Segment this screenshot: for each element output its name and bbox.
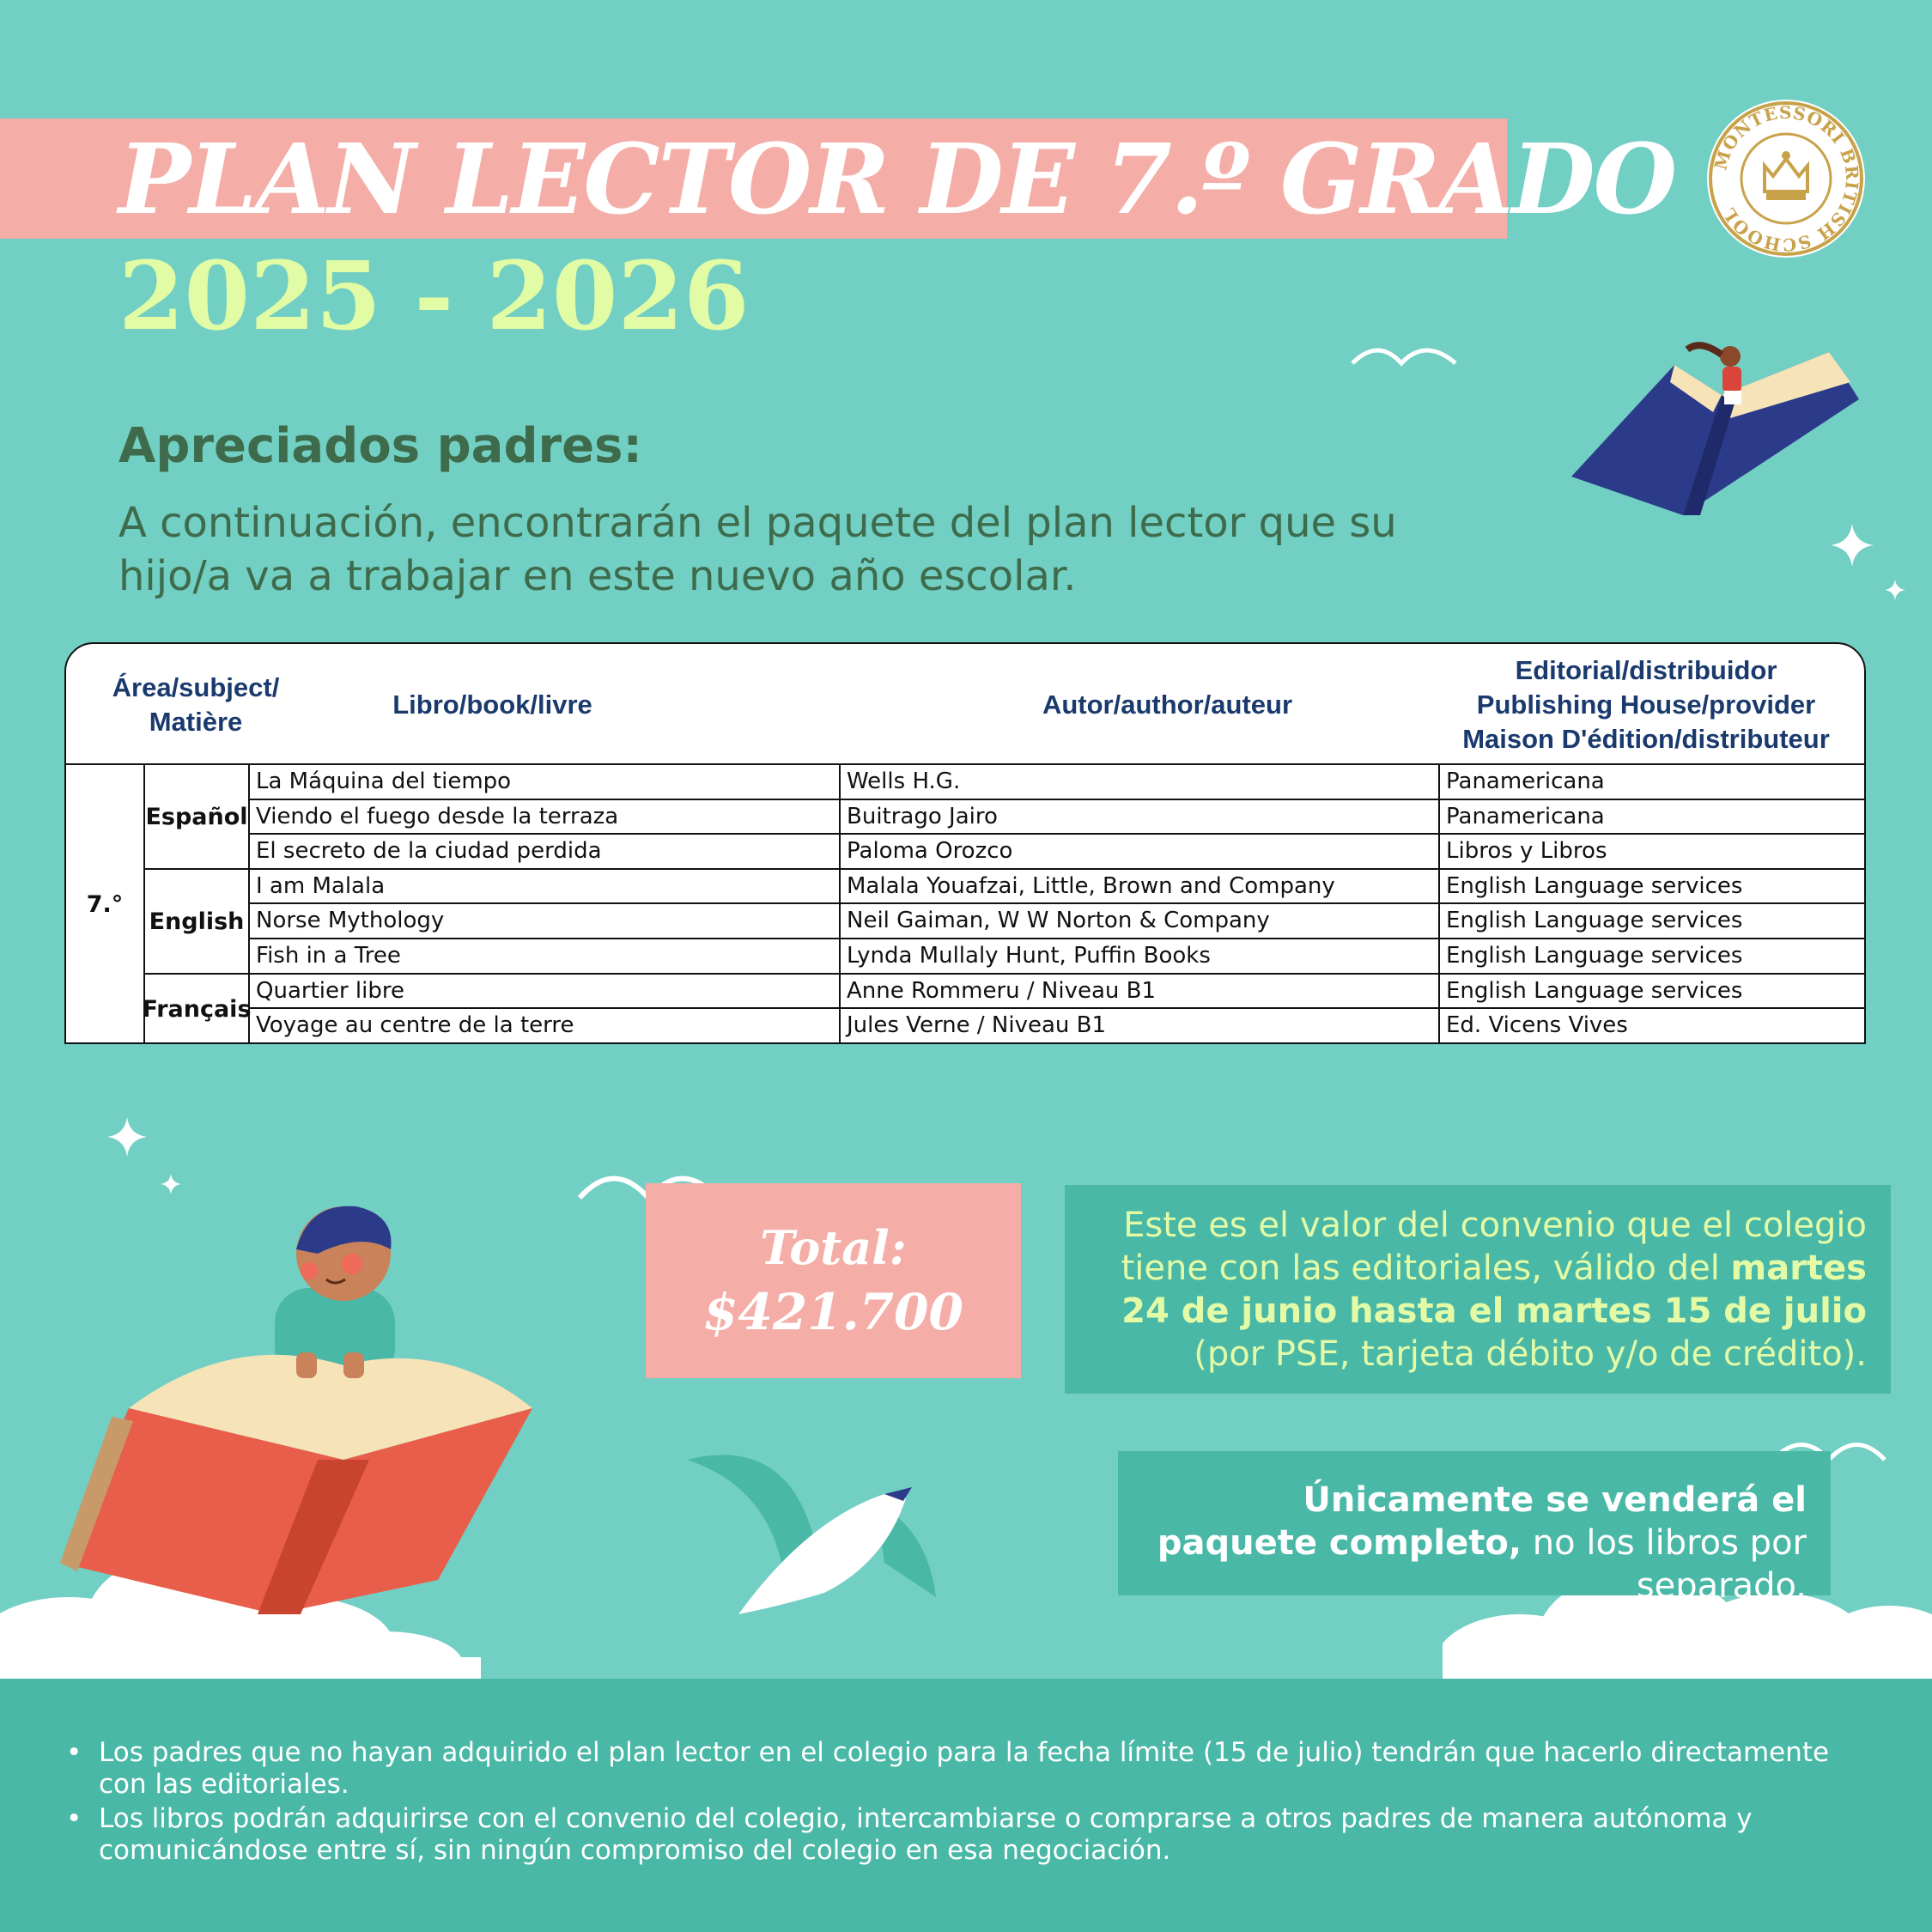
table-body (66, 765, 1864, 1044)
total-label: Total: (760, 1220, 907, 1275)
publisher-cell: Panamericana (1446, 803, 1605, 829)
publisher-cell: English Language services (1446, 908, 1743, 934)
total-box (646, 1183, 1021, 1378)
book-cell: La Máquina del tiempo (250, 765, 841, 799)
agreement-payment: (por PSE, tarjeta débito y/o de crédito). (1194, 1334, 1867, 1374)
header-publisher-line: Publishing House/provider (1476, 689, 1816, 720)
school-crest-logo (1704, 97, 1868, 260)
table-row (250, 975, 1866, 1010)
greeting-heading: Apreciados padres: (118, 418, 642, 474)
page-title: PLAN LECTOR DE 7.º GRADO (118, 124, 1676, 236)
reading-plan-table (64, 642, 1866, 1044)
table-header (66, 644, 1864, 765)
area-cell-english: English (145, 870, 250, 975)
total-value: $421.700 (703, 1283, 963, 1341)
publisher-cell: Libros y Libros (1446, 838, 1607, 865)
header-area (66, 644, 325, 765)
author-cell: Wells H.G. (841, 765, 1440, 799)
author-cell: Buitrago Jairo (841, 800, 1440, 834)
publisher-cell: Ed. Vicens Vives (1446, 1012, 1628, 1039)
header-publisher (1427, 644, 1865, 765)
complete-package-text: no los libros por separado. (1522, 1523, 1807, 1606)
table-row (250, 835, 1866, 870)
sparkle-icon (1885, 580, 1905, 600)
author-cell: Paloma Orozco (841, 835, 1440, 868)
boy-on-book-illustration (60, 1202, 575, 1631)
sparkle-icon (107, 1115, 147, 1159)
sparkle-icon (161, 1173, 181, 1195)
author-cell: Jules Verne / Niveau B1 (841, 1009, 1440, 1044)
book-cell: Fish in a Tree (250, 939, 841, 973)
book-cell: I am Malala (250, 870, 841, 903)
footer-notes (0, 1679, 1932, 1932)
author-cell: Neil Gaiman, W W Norton & Company (841, 904, 1440, 938)
grade-cell: 7.° (66, 765, 145, 1044)
publisher-cell: English Language services (1446, 977, 1743, 1004)
book-cell: El secreto de la ciudad perdida (250, 835, 841, 868)
header-publisher-line: Editorial/distribuidor (1515, 654, 1777, 685)
seagull-icon (1348, 337, 1460, 376)
author-cell: Lynda Mullaly Hunt, Puffin Books (841, 939, 1440, 973)
school-year: 2025 - 2026 (118, 240, 750, 351)
header-area-line: Área/subject/ (112, 671, 280, 702)
table-row (250, 870, 1866, 905)
area-cell-francais: Français (145, 975, 250, 1044)
complete-package-box (1118, 1451, 1831, 1606)
svg-text:MONTESSORI BRITISH SCHOOL: MONTESSORI BRITISH SCHOOL (1710, 101, 1863, 256)
bullet-icon: • (66, 1803, 82, 1834)
table-row (250, 939, 1866, 975)
header-area-line: Matière (149, 706, 243, 737)
table-row (250, 904, 1866, 939)
author-cell: Anne Rommeru / Niveau B1 (841, 975, 1440, 1008)
agreement-text: Este es el valor del convenio que el colegio tiene con las editoriales, válido del (1121, 1206, 1867, 1288)
bullet-icon: • (66, 1737, 82, 1768)
flying-book-girl-illustration (1571, 331, 1863, 519)
publisher-cell: Panamericana (1446, 769, 1605, 794)
publisher-cell: English Language services (1446, 943, 1743, 969)
table-row (250, 1009, 1866, 1044)
note-item (66, 1737, 1868, 1801)
intro-text: A continuación, encontrarán el paquete del plan lector que su hijo/a va a trabajar en este nuevo año escolar. (118, 499, 1397, 600)
agreement-info-box (1065, 1185, 1891, 1394)
header-author: Autor/author/auteur (1042, 689, 1293, 720)
book-cell: Viendo el fuego desde la terraza (250, 800, 841, 834)
white-bird-illustration (687, 1434, 945, 1631)
book-cell: Norse Mythology (250, 904, 841, 938)
header-book: Libro/book/livre (392, 689, 592, 720)
table-row (250, 765, 1866, 800)
book-cell: Quartier libre (250, 975, 841, 1008)
note-text: Los libros podrán adquirirse con el convenio del colegio, intercambiarse o comprarse a otros padres de manera autónoma y comunicándose entre sí, sin ningún compromiso del colegio en esa negociación. (99, 1803, 1753, 1866)
area-cell-espanol: Español (145, 765, 250, 870)
author-cell: Malala Youafzai, Little, Brown and Company (841, 870, 1440, 903)
sparkle-icon (1831, 524, 1874, 567)
note-item (66, 1803, 1868, 1867)
table-row (250, 800, 1866, 835)
complete-package-bold: Únicamente se venderá el paquete completo, (1157, 1480, 1807, 1563)
book-cell: Voyage au centre de la terre (250, 1009, 841, 1044)
note-text: Los padres que no hayan adquirido el plan lector en el colegio para la fecha límite (15 de julio) tendrán que hacerlo directamente con las editoriales. (99, 1737, 1830, 1800)
publisher-cell: English Language services (1446, 872, 1743, 899)
agreement-dates: martes 24 de junio hasta el martes 15 de julio (1121, 1249, 1867, 1331)
header-publisher-line: Maison D'édition/distributeur (1462, 723, 1830, 754)
